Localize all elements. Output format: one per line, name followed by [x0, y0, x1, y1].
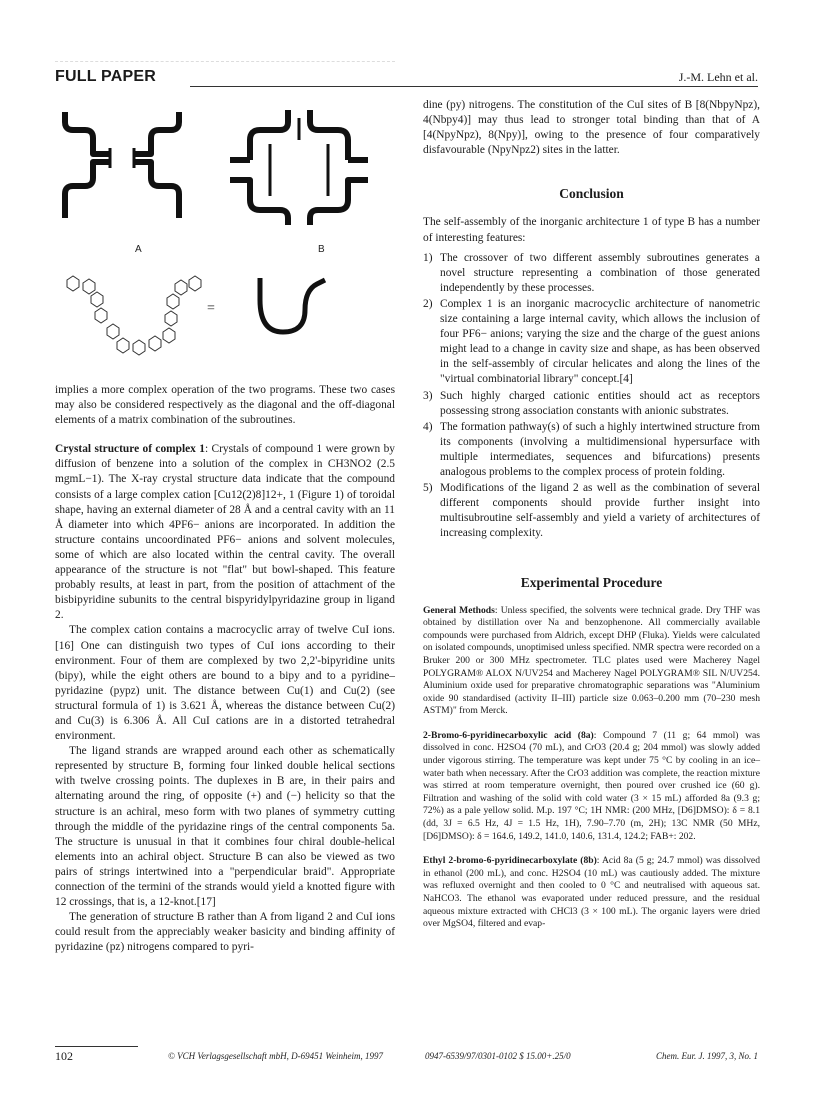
left-paragraph-1: implies a more complex operation of the two programs. These two cases may also be considered respectively as the diagonal and the off-diagonal elements of a matrix combination of the subroutines.	[55, 384, 395, 427]
bromo-acid-heading: 2-Bromo-6-pyridinecarboxylic acid (8a)	[423, 729, 594, 741]
ligand-u-graphic	[260, 278, 325, 332]
list-number: 2)	[423, 297, 433, 310]
general-methods-paragraph	[423, 605, 760, 718]
experimental-heading: Experimental Procedure	[520, 575, 663, 591]
list-number: 5)	[423, 482, 433, 495]
list-text: Complex 1 is an inorganic macrocyclic architecture of nanometric size containing a large internal cavity, which allows the inclusion of four PF6− anions; varying the size and the charge of the guest anions might lead to a change in cavity size and shape, as has been observed in the self-assembly of circular helicates and along the lines of the "virtual combinatorial library" concept.[4]	[440, 297, 760, 386]
list-text: Such highly charged cationic entities should act as receptors possessing strong association constants with anionic substrates.	[440, 389, 760, 417]
publisher-line: © VCH Verlagsgesellschaft mbH, D-69451 Weinheim, 1997	[168, 1051, 383, 1061]
ethyl-ester-paragraph	[423, 855, 760, 931]
list-text: The formation pathway(s) of such a highly intertwined structure from its components (involving a multidimensional hypersurface with multiple intermediates, sequences and bifurcations) presents analogous problems to the complex process of protein folding.	[440, 420, 760, 478]
running-authors: J.-M. Lehn et al.	[678, 70, 758, 84]
label-b: B	[318, 244, 325, 255]
conclusion-heading: Conclusion	[559, 186, 624, 202]
bromo-acid-paragraph	[423, 730, 760, 843]
list-item	[423, 297, 760, 388]
crystal-structure-text: : Crystals of compound 1 were grown by diffusion of benzene into a solution of the complex in CH3NO2 (2.5 mgmL−1). The X-ray crystal structure data indicate that the compound consists of a large complex cation [Cu12(2)8]12+, 1 (Figure 1) of toroidal shape, having an external diameter of 28 Å and a central cavity with an 11 Å diameter into which 4PF6− anions are incorporated. In addition the structure contains uncoordinated PF6− anions and solvent molecules, some of which are also located within the central cavity. The overall appearance of the structure is not "flat" but bowl-shaped. This feature probably results, at least in part, from the position of attachment of the bisbipyridine subunits to the central bispyridylpyridazine group in ligand 2.	[55, 443, 395, 622]
structure-figure	[55, 100, 395, 370]
left-paragraph-5: The generation of structure B rather than A from ligand 2 and CuI ions could result from the appreciably weaker basicity and binding affinity of pyridazine (pz) nitrogens compared to pyri-	[55, 911, 395, 954]
conclusion-intro: The self-assembly of the inorganic architecture 1 of type B has a number of interesting features:	[423, 216, 760, 244]
list-number: 4)	[423, 420, 433, 433]
section-label: FULL PAPER	[55, 68, 156, 85]
issn-code: 0947-6539/97/0301-0102 $ 15.00+.25/0	[425, 1051, 571, 1061]
structure-a-graphic	[65, 112, 179, 218]
list-item	[423, 389, 760, 419]
list-number: 1)	[423, 251, 433, 264]
structure-b-graphic	[230, 110, 368, 225]
list-item	[423, 251, 760, 296]
list-text: Modifications of the ligand 2 as well as the combination of several different components should provide further insight into multisubroutine self-assembly and yield a variety of architectures of increasing complexity.	[440, 482, 760, 540]
structure-drawing	[55, 100, 395, 370]
header-rule	[190, 86, 758, 87]
crystal-structure-heading: Crystal structure of complex 1	[55, 443, 205, 456]
ethyl-ester-heading: Ethyl 2-bromo-6-pyridinecarboxylate (8b)	[423, 855, 597, 867]
label-a: A	[135, 244, 142, 255]
footer-rule	[55, 1046, 138, 1047]
right-paragraph-1: dine (py) nitrogens. The constitution of the CuI sites of B [8(NbpyNpz), 4(Nbpy4)] may thus lead to stronger total binding than that of A [4(NpyNpz), 8(Npy)], owing to the presence of four comparatively disfavourable (NpyNpz2) sites in the latter.	[423, 99, 760, 157]
left-paragraph-3: The complex cation contains a macrocyclic array of twelve CuI ions.[16] One can distinguish two types of CuI ions according to their environment. Four of them are complexed by two 2,2'-bipyridine units (bipy), while the eight others are bound to a bipy and to a pyridine–pyridazine (pypz) unit. The distance between Cu(1) and Cu(2) (see structural formula of 1) is 3.621 Å, whereas the distance between Cu(2) and Cu(3) is 6.306 Å. All CuI cations are in a distorted tetrahedral environment.	[55, 624, 395, 743]
general-methods-text: : Unless specified, the solvents were technical grade. Dry THF was obtained by distillation over Na and benzophenone. All commercially available compounds were purchased from Aldrich, except DHP (Fluka). Yields were calculated on isolated compounds, unoptimised unless specified. NMR spectra were recorded on a Bruker 200 or 300 MHz spectrometer. TLC plates used were Macherey Nagel POLYGRAM® ALOX N/UV254 and Macherey Nagel POLYGRAM® SIL N/UV254. Aluminium oxide used for preparative chromatographic separations was "Aluminium oxide 90 standardised (activity II–III) particle size 0.063–0.200 mm (70–230 mesh ASTM)" from Merck.	[423, 604, 760, 717]
right-column	[423, 98, 760, 931]
left-column	[55, 383, 395, 955]
bromo-acid-text: : Compound 7 (11 g; 64 mmol) was dissolved in conc. H2SO4 (70 mL), and CrO3 (20.4 g; 204 mmol) was slowly added under vigorous stirring. The temperature was kept under 75 °C by cooling in an ice–water bath when necessary. After the CrO3 addition was complete, the reaction mixture was stirred at room temperature overnight, then poured over crushed ice (60 g). Filtration and washing of the solid with cold water (3 × 15 mL) afforded 8a (9.3 g; 72%) as a pale yellow solid. M.p. 197 °C; 1H NMR: (200 MHz, [D6]DMSO): δ = 8.1 (dd, 3J = 6.5 Hz, 4J = 1.5 Hz, 1H), 7.90–7.70 (m, 2H); 13C NMR (50 MHz, [D6]DMSO): δ = 164.6, 149.2, 141.0, 140.6, 131.4, 124.2; FAB+: 202.	[423, 729, 760, 842]
ligand-skeletal-graphic	[67, 276, 201, 355]
list-number: 3)	[423, 389, 433, 402]
page-number: 102	[55, 1049, 73, 1063]
ethyl-ester-text: : Acid 8a (5 g; 24.7 mmol) was dissolved in ethanol (200 mL), and conc. H2SO4 (10 mL) was cautiously added. The mixture was refluxed overnight and then cooled to 0 °C and neutralised with aqueous sat. NaHCO3. The ethanol was evaporated under reduced pressure, and the residual aqueous mixture extracted with CHCl3 (3 × 100 mL). The organic layers were dried over MgSO4, filtered and evap-	[423, 855, 760, 930]
faint-top-rule	[55, 61, 395, 62]
left-paragraph-4: The ligand strands are wrapped around each other as schematically represented by structure B, forming four linked double helical sections with twelve crossing points. The duplexes in B are, in their pairs and alternating around the ring, of opposite (+) and (−) helicity so that the structure is an achiral, meso form with two planes of symmetry cutting through the middle of the pyridazine rings of the central components 5a. The structure is unusual in that it combines four chiral double-helical elements into an achiral object. Structure B can also be viewed as two pairs of strings intertwined into a "perpendicular braid". Appropriate connection of the termini of the strands would yield a knotted figure with 12 crossings, that is, a 12-knot.[17]	[55, 745, 395, 909]
general-methods-heading: General Methods	[423, 604, 495, 616]
list-item	[423, 420, 760, 480]
list-item	[423, 481, 760, 541]
list-text: The crossover of two different assembly subroutines generates a novel structure representing a combination of those generated independently by these processes.	[440, 251, 760, 294]
conclusion-list	[423, 251, 760, 542]
crystal-structure-paragraph	[55, 442, 395, 623]
equals-sign: =	[207, 301, 215, 316]
journal-citation: Chem. Eur. J. 1997, 3, No. 1	[656, 1051, 758, 1061]
